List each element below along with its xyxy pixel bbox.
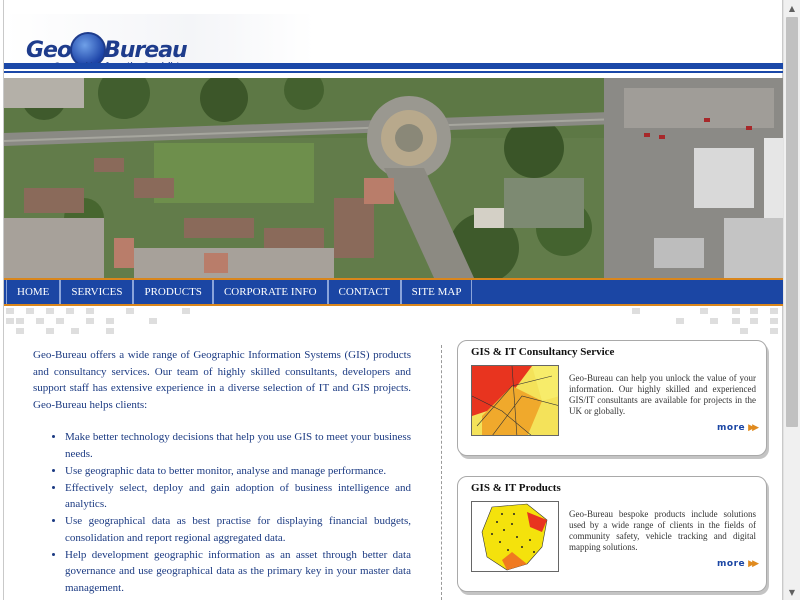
geo-bureau-logo[interactable] [24,30,187,76]
nav-services[interactable]: SERVICES [60,280,133,304]
scrollbar-thumb[interactable] [786,17,798,427]
more-link[interactable] [717,423,756,433]
nav-site-map[interactable]: SITE MAP [401,280,473,304]
box-description: Geo-Bureau can help you unlock the value of your information. Our highly skilled and experienced GIS/IT consultants are available for projects in the UK or globally. [569,373,756,416]
list-item: • Make better technology decisions that help you use GIS to meet your business needs. [65,429,411,462]
list-item: • Help development geographic information as an asset through better data governance and use geographical data as the primary key in your master data management. [65,547,411,597]
nav-contact[interactable]: CONTACT [328,280,401,304]
scroll-up-icon[interactable]: ▲ [788,3,796,13]
more-link[interactable] [717,559,756,569]
products-map-image[interactable] [471,501,559,572]
benefits-list [65,429,411,596]
box-description: Geo-Bureau bespoke products include solutions used by a wide range of clients in the fields of community safety, vehicle tracking and digital mapping solutions. [569,509,756,552]
list-item: • Use geographic data to better monitor, analyse and manage performance. [65,463,411,480]
main-content [33,347,411,597]
list-item: • Use geographical data as best practise for displaying financial budgets, consolidation and report regional aggregated data. [65,513,411,546]
box-title: GIS & IT Consultancy Service [471,346,615,358]
scroll-down-icon[interactable]: ▼ [788,587,796,597]
decorative-pattern-left [4,306,204,326]
intro-paragraph: Geo-Bureau offers a wide range of Geographic Information Systems (GIS) products and consultancy services. Our team of highly skilled consultants, developers and support staff has extensive experience in a diverse selection of IT and GIS projects. Geo-Bureau helps clients: [33,349,411,411]
logo-text-bureau: Bureau [104,38,187,63]
decorative-pattern-right [624,306,784,326]
main-nav [4,278,784,306]
double-arrow-icon: ▶▶ [748,559,756,569]
logo-text-geo: Geo [26,38,72,63]
consultancy-service-box [457,340,767,456]
double-arrow-icon: ▶▶ [748,423,756,433]
column-divider [441,345,442,600]
box-title: GIS & IT Products [471,482,561,494]
page [3,0,783,600]
list-item: • Effectively select, deploy and gain adoption of business intelligence and analytics. [65,480,411,513]
nav-corporate-info[interactable]: CORPORATE INFO [213,280,328,304]
nav-products[interactable]: PRODUCTS [133,280,212,304]
products-box [457,476,767,592]
more-label: more [717,423,746,433]
nav-home[interactable]: HOME [6,280,60,304]
aerial-photo-banner [4,78,784,278]
header-bar [4,63,784,69]
consultancy-map-image[interactable] [471,365,559,436]
vertical-scrollbar[interactable] [783,0,800,600]
header-line [4,71,784,73]
header [4,0,784,78]
more-label: more [717,559,746,569]
aerial-photo [4,78,784,278]
